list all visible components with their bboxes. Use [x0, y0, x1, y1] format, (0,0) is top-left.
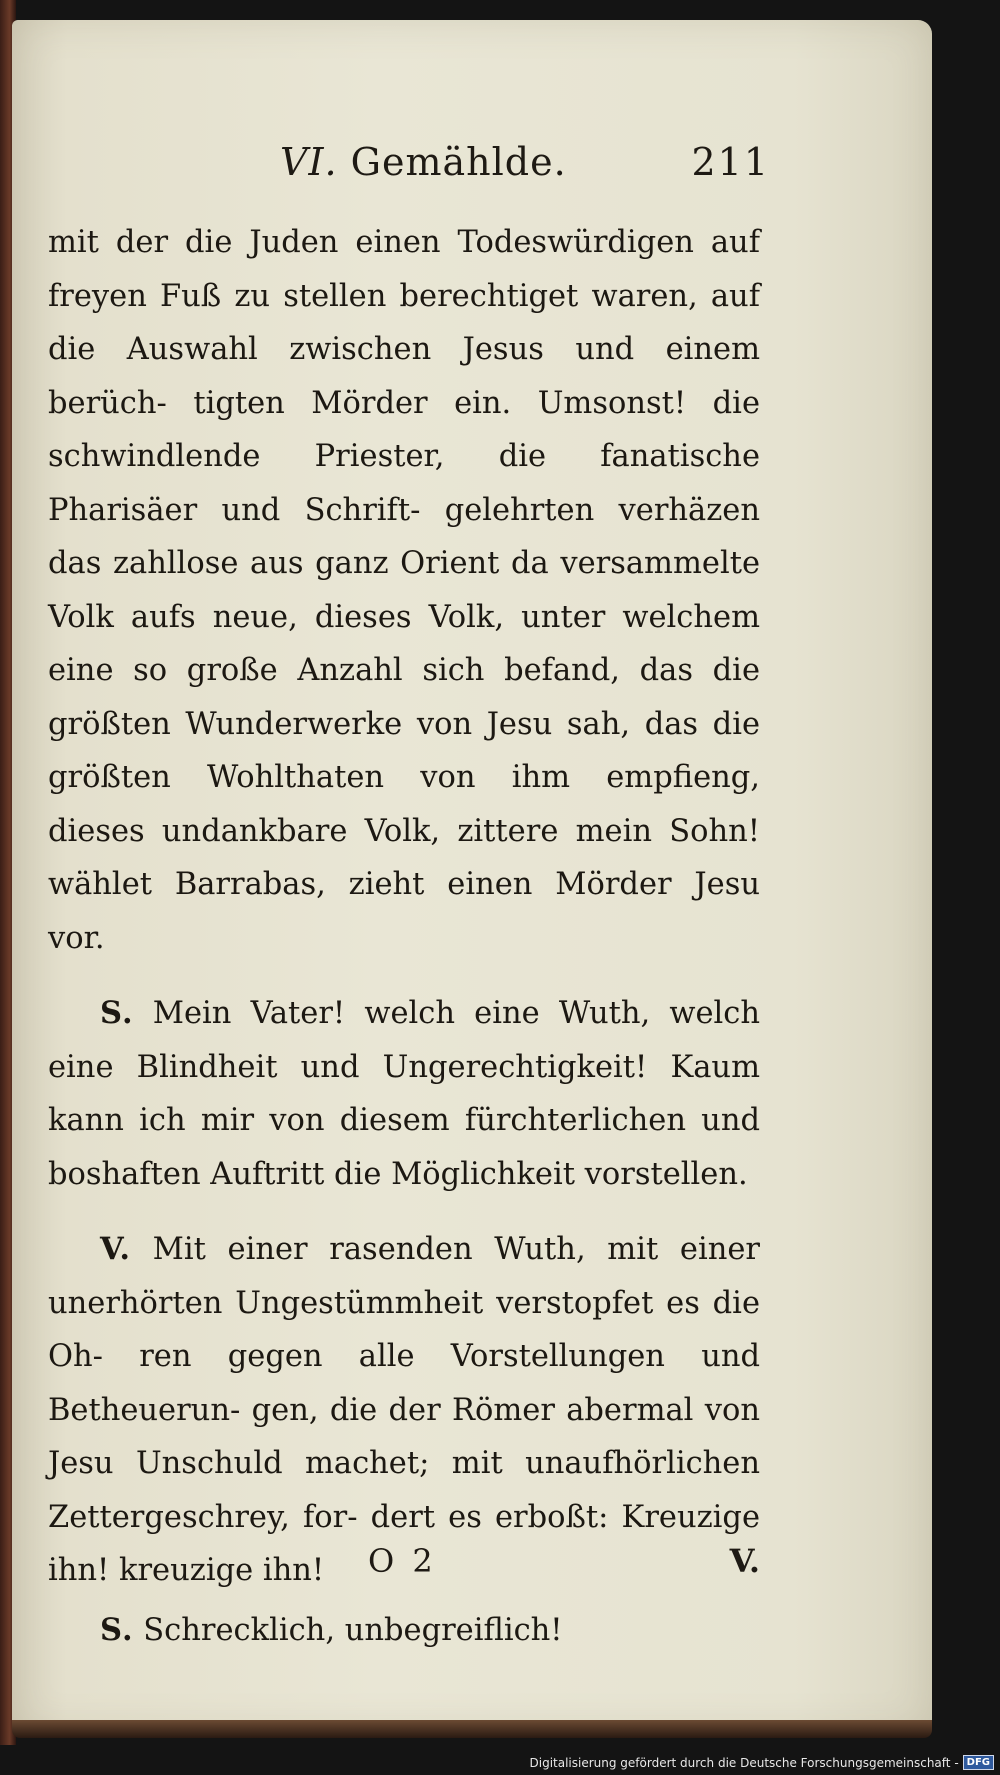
- credit-text: Digitalisierung gefördert durch die Deutsche Forschungsgemeinschaft -: [529, 1755, 959, 1770]
- digitization-credit: [530, 1755, 995, 1770]
- chapter-title: Gemählde.: [350, 140, 567, 184]
- speaker-label: S.: [100, 1611, 134, 1648]
- catchword: V.: [729, 1542, 760, 1580]
- running-header: [280, 140, 770, 190]
- page-number: 211: [691, 140, 770, 184]
- speaker-label: S.: [100, 995, 134, 1031]
- paragraph-text: Mein Vater! welch eine Wuth, welch eine Blindheit und Ungerechtigkeit! Kaum kann ich mir von diesem fürchterlichen und boshaften Auftritt die Möglichkeit vorstellen.: [48, 996, 760, 1192]
- paragraph-son-exclaim: [48, 1604, 760, 1658]
- body-text: [48, 216, 760, 1657]
- paragraph-text: mit der die Juden einen Todeswürdigen auf freyen Fuß zu stellen berechtiget waren, auf die Auswahl zwischen Jesus und einem berüch- tigten Mörder ein. Umsonst! die schwindlende Priester, die fanatische Pharisäer und Schrift- gelehrten verhäzen das zahllose aus ganz Orient da versammelte Volk aufs neue, dieses Volk, unter welchem eine so große Anzahl sich befand, das die größten Wunderwerke von Jesu sah, das die größten Wohlthaten von ihm empfieng, dieses undankbare Volk, zittere mein Sohn! wählet Barrabas, zieht einen Mörder Jesu vor.: [48, 225, 760, 956]
- running-title: [280, 140, 567, 184]
- signature-mark: O 2: [368, 1542, 437, 1580]
- chapter-roman: VI.: [280, 140, 338, 184]
- page-bottom-edge: [12, 1720, 932, 1738]
- paragraph-text: Mit einer rasenden Wuth, mit einer unerhörten Ungestümmheit verstopfet es die Oh- ren gegen alle Vorstellungen und Betheuerun- gen, die der Römer abermal von Jesu Unschuld machet; mit unaufhörlichen Zettergeschrey, for- dert es erboßt: Kreuzige ihn! kreuzige ihn!: [48, 1232, 760, 1588]
- paragraph-son: [48, 987, 760, 1201]
- dfg-logo: DFG: [963, 1755, 994, 1770]
- speaker-label: V.: [100, 1231, 131, 1267]
- paragraph-continuation: [48, 216, 760, 965]
- page-footer: [360, 1542, 760, 1592]
- paragraph-text: Schrecklich, unbegreiflich!: [143, 1612, 563, 1648]
